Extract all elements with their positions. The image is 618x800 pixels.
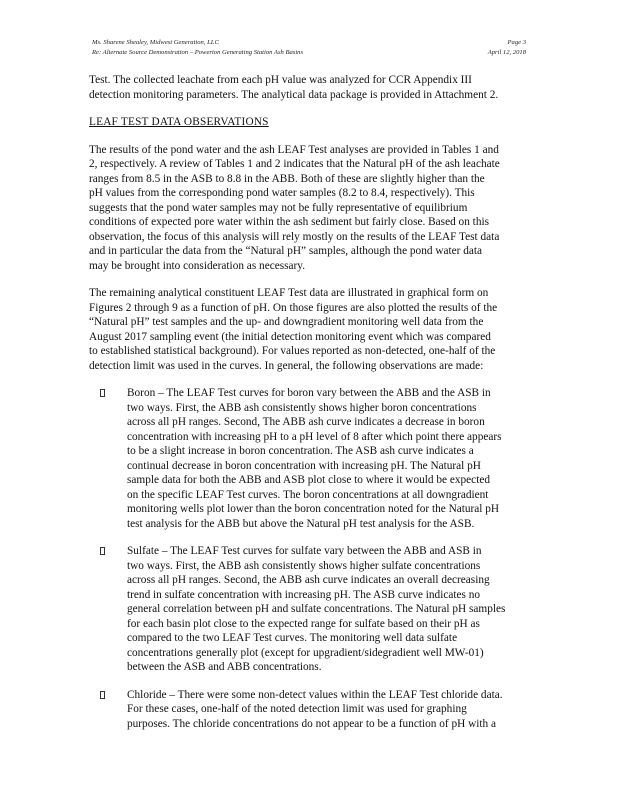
text-line: between the ASB and ABB concentrations. — [127, 661, 322, 673]
text-line: across all pH ranges. Second, the ABB ash curve indicates an overall decreasing — [127, 574, 490, 586]
text-line: Chloride – There were some non-detect values within the LEAF Test chloride data. — [127, 688, 503, 701]
header-date: April 12, 2018 — [487, 48, 526, 56]
bullet-chloride — [89, 688, 579, 732]
section-heading: LEAF TEST DATA OBSERVATIONS — [89, 116, 269, 128]
text-line: sample data for both the ABB and ASB plot close to where it would be expected — [127, 474, 490, 486]
text-line: The results of the pond water and the ash LEAF Test analyses are provided in Tables 1 and — [89, 143, 499, 156]
text-line: compared to the two LEAF Test curves. The monitoring well data sulfate — [127, 632, 458, 644]
text-line: pH values from the corresponding pond water samples (8.2 to 8.4, respectively). This — [89, 187, 475, 199]
text-line: for each basin plot close to the expected range for sulfate based on their pH as — [127, 617, 480, 630]
text-line: detection limit was used in the curves. In general, the following observations are made: — [89, 359, 484, 372]
text-line: purposes. The chloride concentrations do not appear to be a function of pH with a — [127, 717, 497, 730]
text-line: detection monitoring parameters. The analytical data package is provided in Attachment 2. — [89, 88, 499, 101]
header-recipient: Ms. Sharene Shealey, Midwest Generation, LLC — [92, 39, 219, 46]
text-line: monitoring wells plot lower than the boron concentration noted for the Natural pH — [127, 503, 500, 515]
text-line: concentrations generally plot (except for upgradient/sidegradient well MW-01) — [127, 646, 484, 659]
text-line: Figures 2 through 9 as a function of pH. On those figures are also plotted the results of the — [89, 301, 498, 314]
text-line: across all pH ranges. Second, The ABB ash curve indicates a decrease in boron — [127, 416, 485, 428]
text-line: to established statistical background). For values reported as non-detected, one-half of the — [89, 345, 496, 357]
text-line: The remaining analytical constituent LEAF Test data are illustrated in graphical form on — [89, 287, 489, 299]
text-line: Test. The collected leachate from each pH value was analyzed for CCR Appendix III — [89, 74, 472, 86]
text-line: to be a slight increase in boron concentration. The ASB ash curve indicates a — [127, 445, 474, 457]
text-line: suggests that the pond water samples may not be fully representative of equilibrium — [89, 201, 468, 214]
text-line: “Natural pH” test samples and the up- and downgradient monitoring well data from the — [89, 316, 484, 328]
header-subject: Re: Alternate Source Demonstration – Powerton Generating Station Ash Basins — [92, 48, 304, 56]
text-line: general correlation between pH and sulfate concentrations. The Natural pH samples — [127, 603, 506, 615]
text-line: observation, the focus of this analysis will rely mostly on the results of the LEAF Test data — [89, 230, 500, 243]
text-line: may be brought into consideration as necessary. — [89, 259, 306, 272]
text-line: Boron – The LEAF Test curves for boron vary between the ABB and the ASB in — [127, 387, 491, 399]
paragraph-intro — [89, 73, 579, 102]
text-line: concentration with increasing pH to a pH level of 8 after which point there appears — [127, 430, 502, 443]
text-line: two ways. First, the ABB ash consistently shows higher sulfate concentrations — [127, 559, 481, 572]
text-line: ranges from 8.5 in the ASB to 8.8 in the ABB. Both of these are slightly higher than the — [89, 172, 485, 185]
text-line: Sulfate – The LEAF Test curves for sulfate vary between the ABB and ASB in — [127, 545, 482, 557]
text-line: on the specific LEAF Test curves. The boron concentrations at all downgradient — [127, 488, 489, 501]
text-line: August 2017 sampling event (the initial detection monitoring event which was compared — [89, 330, 491, 343]
text-line: continual decrease in boron concentration with increasing pH. The Natural pH — [127, 459, 481, 472]
letter-header — [92, 38, 526, 57]
text-line: 2, respectively. A review of Tables 1 and 2 indicates that the Natural pH of the ash leachate — [89, 158, 500, 170]
paragraph-figures — [89, 286, 579, 373]
header-page-number: Page 3 — [507, 39, 526, 46]
text-line: and in particular the data from the “Natural pH” samples, although the pond water data — [89, 245, 483, 257]
text-line: For these cases, one-half of the noted detection limit was used for graphing — [127, 703, 467, 715]
paragraph-results — [89, 143, 579, 274]
text-line: test analysis for the ABB but above the Natural pH test analysis for the ASB. — [127, 517, 475, 530]
document-body — [89, 73, 579, 731]
bullet-box-icon — [100, 389, 105, 397]
text-line: two ways. First, the ABB ash consistently shows higher boron concentrations — [127, 401, 477, 414]
bullet-box-icon — [100, 691, 105, 699]
text-line: conditions of expected pore water within the ash sediment but fairly close. Based on this — [89, 216, 489, 228]
bullet-box-icon — [100, 547, 105, 555]
text-line: trend in sulfate concentration with increasing pH. The ASB curve indicates no — [127, 588, 481, 601]
bullet-boron — [89, 386, 579, 531]
bullet-sulfate — [89, 544, 579, 675]
